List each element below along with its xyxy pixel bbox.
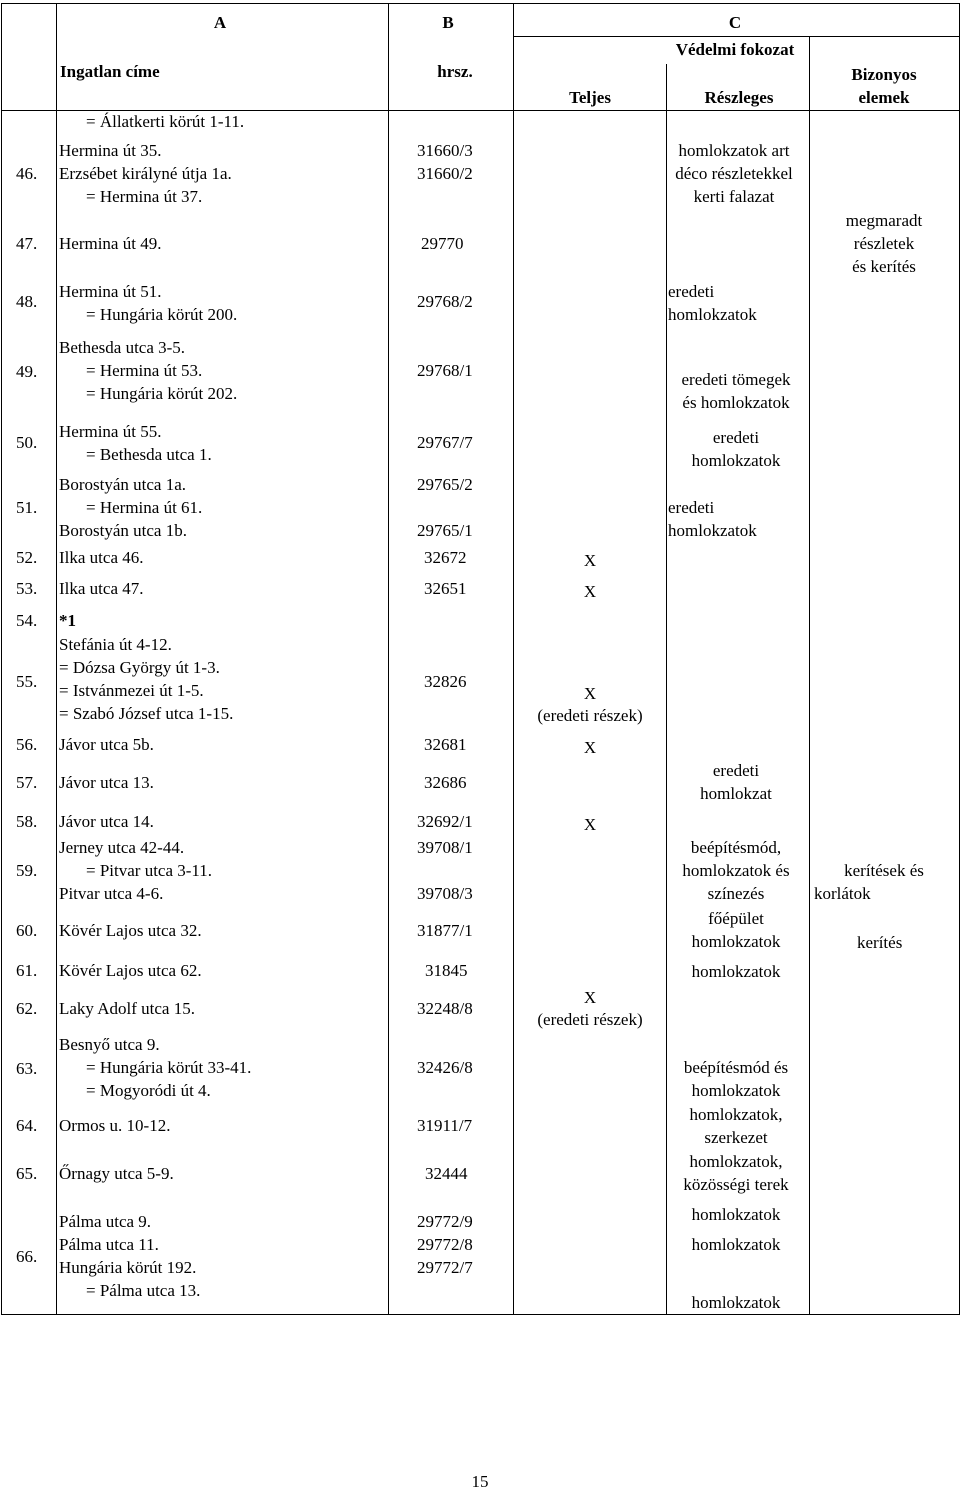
row-hrsz: 29772/9 <box>417 1212 473 1231</box>
row-address: = Istvánmezei út 1-5. <box>59 681 204 700</box>
row-hrsz: 32651 <box>424 579 467 598</box>
row-address: Jávor utca 14. <box>59 812 154 831</box>
row-partial: beépítésmód, <box>690 838 782 857</box>
row-address: = Hermina út 53. <box>86 361 203 380</box>
header-hrsz: hrsz. <box>437 62 473 81</box>
row-partial: déco részletekkel <box>675 164 793 183</box>
row-partial: közösségi terek <box>683 1175 789 1194</box>
row-hrsz: 29772/7 <box>417 1258 473 1277</box>
row-address: = Hermina út 37. <box>86 187 203 206</box>
row-number: 56. <box>16 735 38 754</box>
row-address: Borostyán utca 1b. <box>59 521 187 540</box>
row-full: X <box>583 684 597 703</box>
col-divider-partial <box>809 36 810 1315</box>
row-hrsz: 32444 <box>425 1164 468 1183</box>
col-divider-num <box>56 3 57 1315</box>
row-number: 59. <box>16 861 38 880</box>
row-number: 66. <box>16 1247 38 1266</box>
row-address: Kövér Lajos utca 62. <box>59 961 202 980</box>
row-address: Hermina út 55. <box>59 422 162 441</box>
table-border-top <box>1 3 959 4</box>
row-partial: homlokzatok <box>691 451 781 470</box>
row-certain: kerítés <box>857 933 903 952</box>
row-address: = Dózsa György út 1-3. <box>59 658 220 677</box>
row-address: = Pálma utca 13. <box>86 1281 201 1300</box>
row-hrsz: 31877/1 <box>417 921 473 940</box>
header-certain-2: elemek <box>858 88 910 107</box>
row-hrsz: 31660/2 <box>417 164 473 183</box>
row-partial: szerkezet <box>704 1128 768 1147</box>
row-certain: korlátok <box>814 884 871 903</box>
row-address: Bethesda utca 3-5. <box>59 338 186 357</box>
row-hrsz: 39708/1 <box>417 838 473 857</box>
row-partial: homlokzatok <box>668 521 757 540</box>
row-number: 50. <box>16 433 38 452</box>
row-certain: megmaradt <box>845 211 923 230</box>
row-hrsz: 31911/7 <box>417 1116 473 1135</box>
header-address: Ingatlan címe <box>60 62 160 81</box>
row-full: X <box>583 582 597 601</box>
row-full: X <box>583 815 597 834</box>
row-certain: kerítések és <box>844 861 924 880</box>
row-address: = Szabó József utca 1-15. <box>59 704 234 723</box>
row-number: 60. <box>16 921 38 940</box>
row-hrsz: 29770 <box>421 234 464 253</box>
col-letter-a: A <box>213 13 227 32</box>
col-divider-a <box>388 3 389 1315</box>
row-hrsz: 32681 <box>424 735 467 754</box>
row-hrsz: 29768/2 <box>417 292 473 311</box>
row-hrsz: 31845 <box>425 961 468 980</box>
row-number: 58. <box>16 812 38 831</box>
row-partial: homlokzatok <box>691 1205 781 1224</box>
row-number: 65. <box>16 1164 38 1183</box>
row-address: Erzsébet királyné útja 1a. <box>59 164 232 183</box>
row-address: Jerney utca 42-44. <box>59 838 185 857</box>
row-hrsz: 32672 <box>424 548 467 567</box>
header-partial: Részleges <box>704 88 774 107</box>
row-partial: homlokzatok és <box>682 861 790 880</box>
header-full: Teljes <box>569 88 611 107</box>
row-partial: homlokzatok <box>691 1081 781 1100</box>
row-number: 52. <box>16 548 38 567</box>
row-address: = Mogyoródi út 4. <box>86 1081 211 1100</box>
row-hrsz: 29765/2 <box>417 475 473 494</box>
row-address: = Hungária körút 202. <box>86 384 238 403</box>
row-address: Ilka utca 47. <box>59 579 144 598</box>
row-partial: eredeti <box>668 282 715 301</box>
row-number: 62. <box>16 999 38 1018</box>
row-address: Jávor utca 5b. <box>59 735 154 754</box>
row-hrsz: 29765/1 <box>417 521 473 540</box>
row-number: 53. <box>16 579 38 598</box>
row-number: 47. <box>16 234 38 253</box>
row-certain: részletek <box>853 234 915 253</box>
row-hrsz: 32692/1 <box>417 812 473 831</box>
row-number: 64. <box>16 1116 38 1135</box>
col-letter-b: B <box>442 13 454 32</box>
row-number: 57. <box>16 773 38 792</box>
row-partial: kerti falazat <box>693 187 775 206</box>
row-number: 51. <box>16 498 38 517</box>
page-number: 15 <box>471 1472 489 1491</box>
row-certain: és kerítés <box>852 257 916 276</box>
row-hrsz: 32426/8 <box>417 1058 473 1077</box>
row-address: = Bethesda utca 1. <box>86 445 212 464</box>
row-hrsz: 29768/1 <box>417 361 473 380</box>
row-address: Hungária körút 192. <box>59 1258 197 1277</box>
row-address: Hermina út 51. <box>59 282 162 301</box>
row-partial: eredeti <box>668 498 715 517</box>
row-partial: homlokzatok <box>691 962 781 981</box>
header-certain-1: Bizonyos <box>851 65 917 84</box>
row-hrsz: 29767/7 <box>417 433 473 452</box>
header-protection: Védelmi fokozat <box>675 40 795 59</box>
row-address: = Hungária körút 200. <box>86 305 238 324</box>
row-partial: és homlokzatok <box>682 393 790 412</box>
row-address: Jávor utca 13. <box>59 773 154 792</box>
row-partial: homlokzatok <box>668 305 757 324</box>
row-address: = Hermina út 61. <box>86 498 203 517</box>
row-address: Pálma utca 9. <box>59 1212 152 1231</box>
row-partial: színezés <box>707 884 765 903</box>
row-full: (eredeti részek) <box>537 1010 643 1029</box>
row-address: = Hungária körút 33-41. <box>86 1058 252 1077</box>
row-partial: beépítésmód és <box>683 1058 789 1077</box>
col-divider-b <box>513 3 514 1315</box>
row-hrsz: 29772/8 <box>417 1235 473 1254</box>
row-address: *1 <box>59 611 76 630</box>
row-hrsz: 31660/3 <box>417 141 473 160</box>
table-border-bottom <box>1 1314 959 1315</box>
row-partial: főépület <box>708 909 764 928</box>
row-number: 61. <box>16 961 38 980</box>
row-address: Ormos u. 10-12. <box>59 1116 171 1135</box>
col-letter-c: C <box>728 13 742 32</box>
row-partial: homlokzatok, <box>689 1105 783 1124</box>
row-partial: eredeti <box>712 428 760 447</box>
row-hrsz: 32826 <box>424 672 467 691</box>
row-partial: eredeti <box>712 761 760 780</box>
row-full: X <box>583 988 597 1007</box>
row-full: (eredeti részek) <box>537 706 643 725</box>
row-address: = Pitvar utca 3-11. <box>86 861 213 880</box>
row-address: Pitvar utca 4-6. <box>59 884 164 903</box>
row-address: Őrnagy utca 5-9. <box>59 1164 174 1183</box>
row-address: Kövér Lajos utca 32. <box>59 921 202 940</box>
row-address: Laky Adolf utca 15. <box>59 999 195 1018</box>
row-full: X <box>583 551 597 570</box>
row-partial: homlokzatok <box>691 932 781 951</box>
row-hrsz: 32686 <box>424 773 467 792</box>
row-hrsz: 39708/3 <box>417 884 473 903</box>
row-partial: eredeti tömegek <box>681 370 791 389</box>
row-number: 55. <box>16 672 38 691</box>
row-address: Hermina út 35. <box>59 141 162 160</box>
row-number: 63. <box>16 1059 38 1078</box>
row-number: 46. <box>16 164 38 183</box>
row-address: Borostyán utca 1a. <box>59 475 186 494</box>
row-hrsz: 32248/8 <box>417 999 473 1018</box>
row-address: Stefánia út 4-12. <box>59 635 172 654</box>
row-number: 54. <box>16 611 38 630</box>
row-partial: homlokzatok art <box>678 141 790 160</box>
row-full: X <box>583 738 597 757</box>
row-partial: homlokzat <box>700 784 772 803</box>
row-address: Pálma utca 11. <box>59 1235 159 1254</box>
table-border-left <box>1 3 2 1315</box>
row-number: 48. <box>16 292 38 311</box>
row-number: 49. <box>16 362 38 381</box>
row-address: Hermina út 49. <box>59 234 162 253</box>
row-partial: homlokzatok, <box>689 1152 783 1171</box>
row-address: Ilka utca 46. <box>59 548 144 567</box>
header-divider-c <box>513 36 959 37</box>
row-partial: homlokzatok <box>691 1235 781 1254</box>
row-partial: homlokzatok <box>691 1293 781 1312</box>
row-address: Besnyő utca 9. <box>59 1035 160 1054</box>
pre-row-address: = Állatkerti körút 1-11. <box>86 112 245 131</box>
